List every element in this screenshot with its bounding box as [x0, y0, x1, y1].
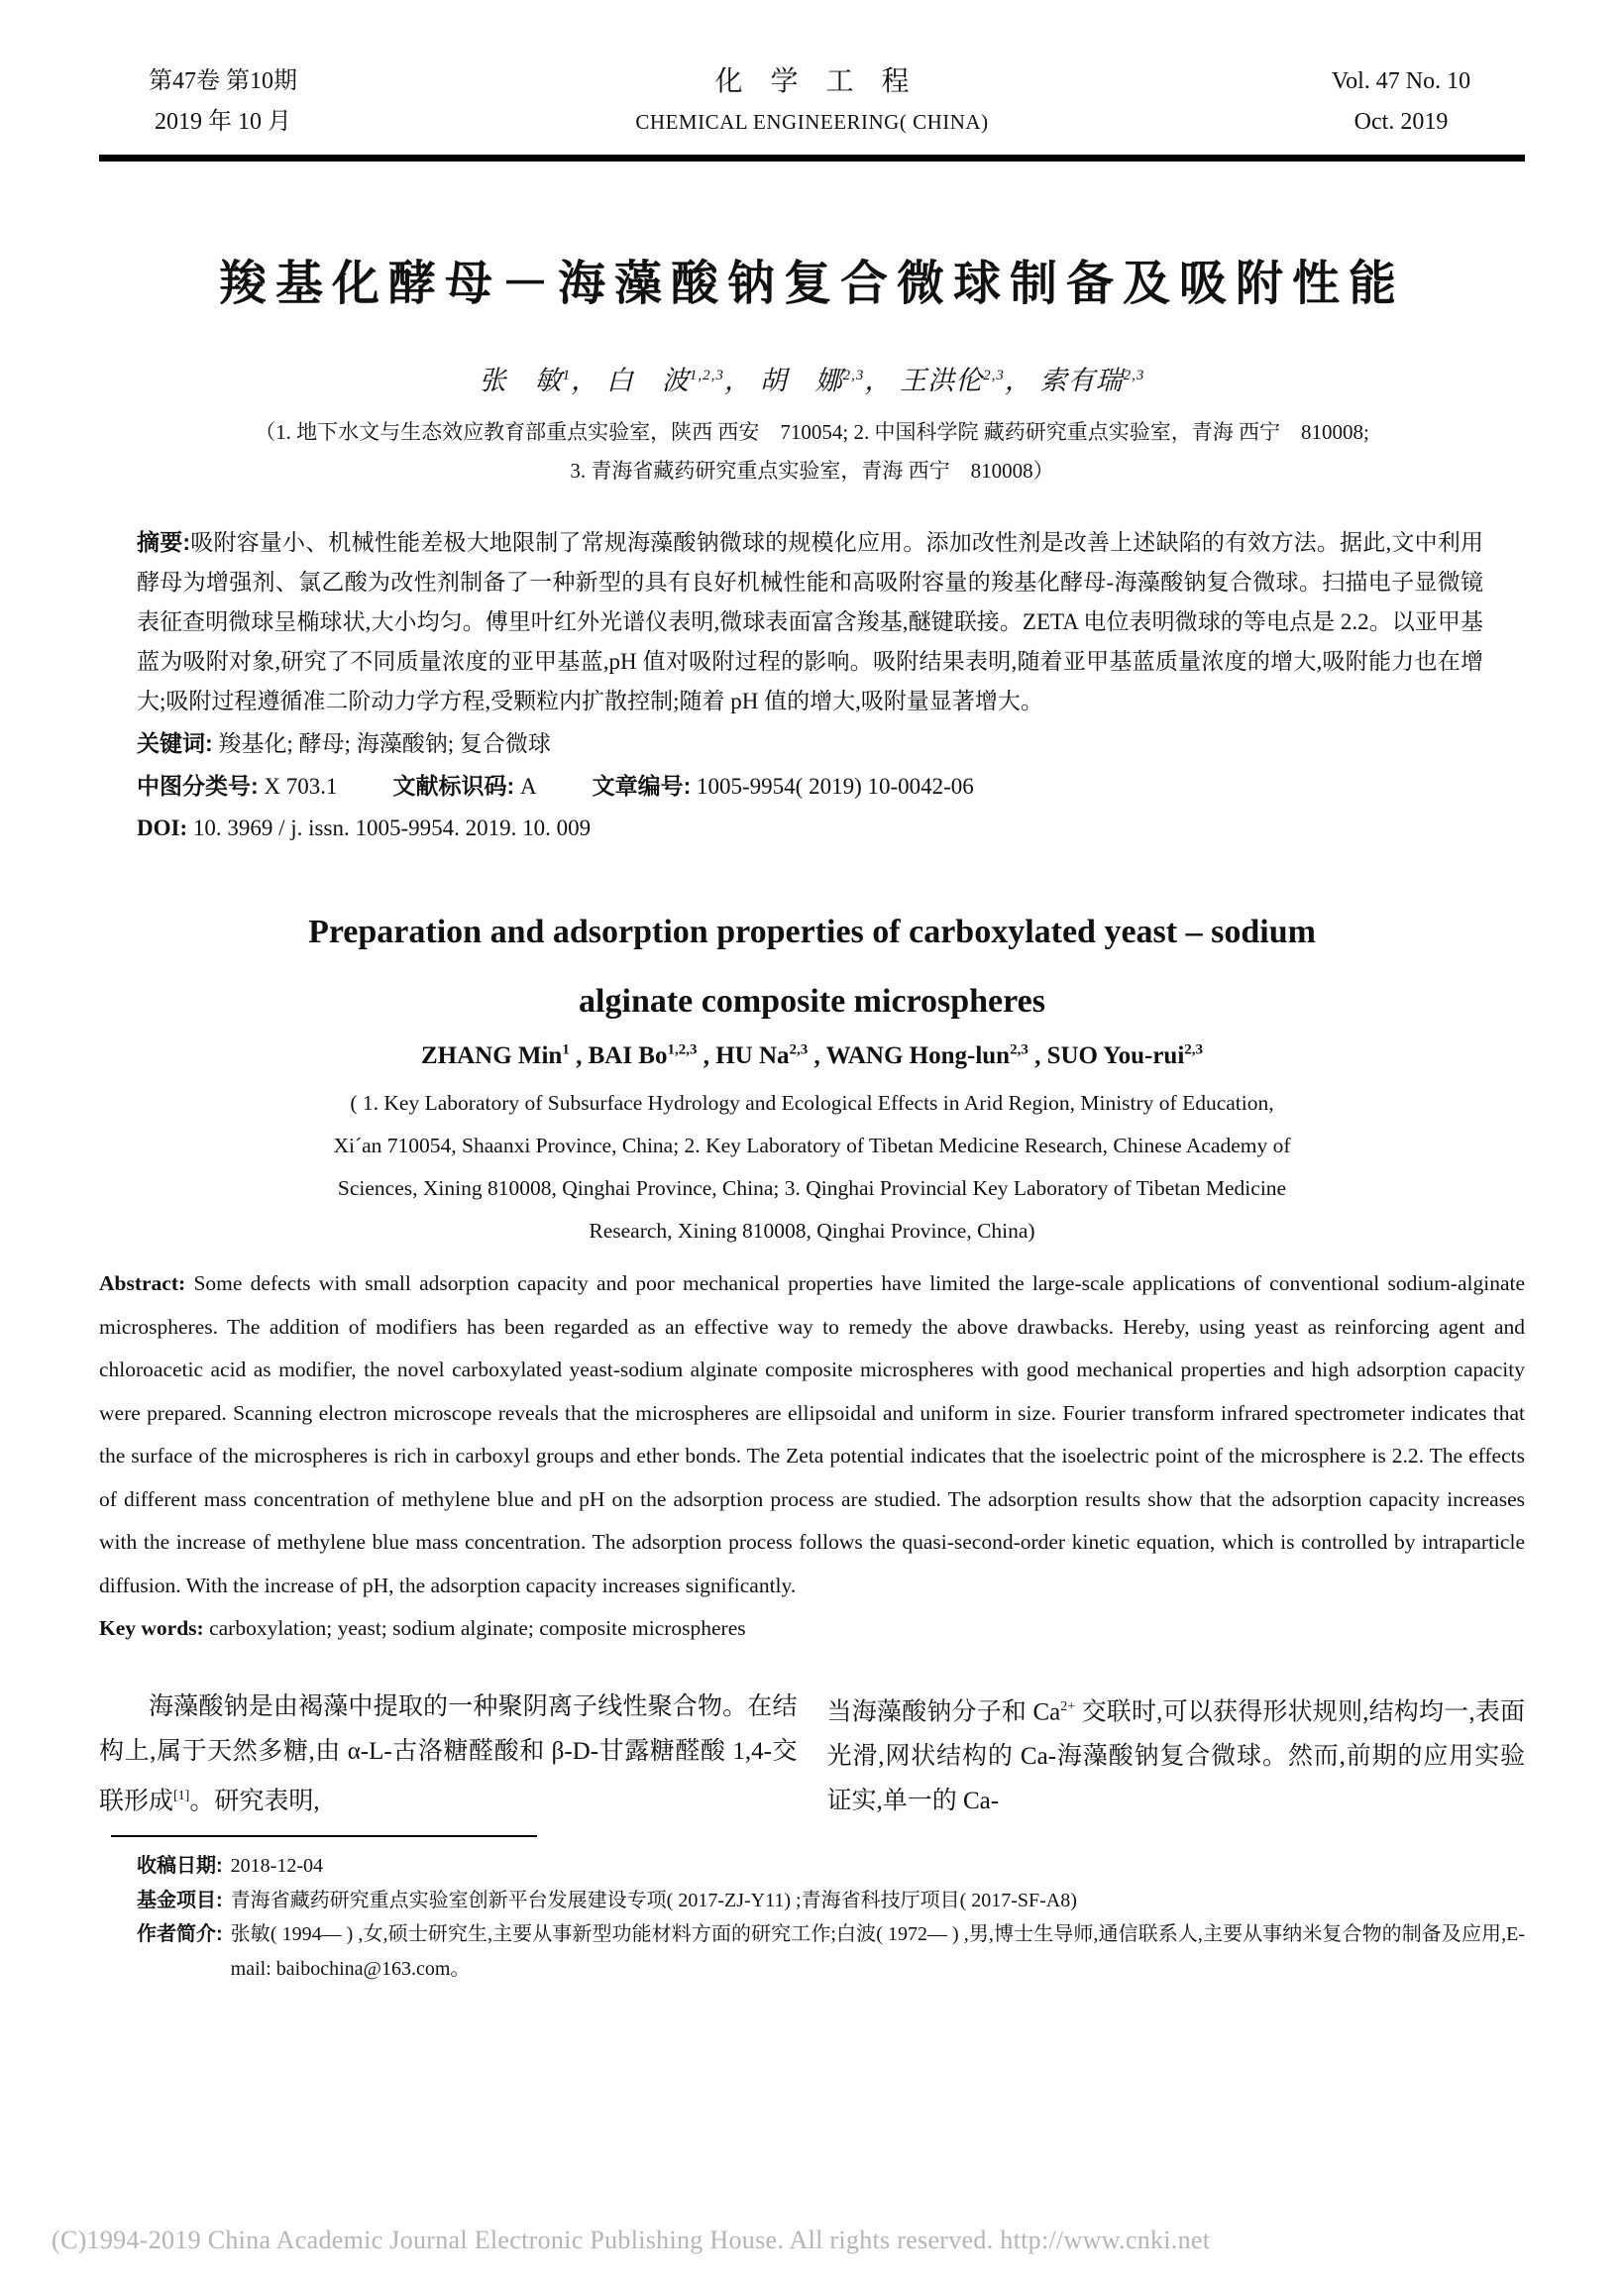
affiliations-en [99, 1082, 1525, 1252]
ion-charge-superscript: 2+ [1060, 1698, 1076, 1714]
affiliation-cn-line: 3. 青海省藏药研究重点实验室，青海 西宁 810008） [570, 459, 1054, 483]
author-affiliation-superscript: 1,2,3 [667, 1042, 698, 1058]
authors-cn [99, 359, 1525, 397]
biography-value: 张敏( 1994— ) ,女,硕士研究生,主要从事新型功能材料方面的研究工作;白波( 1972— ) ,男,博士生导师,通信联系人,主要从事纳米复合物的制备及应用,E-mail: baibochina@163.com。 [230, 1923, 1525, 1980]
masthead-right [1277, 61, 1525, 143]
keywords-cn-text: 羧基化; 酵母; 海藻酸钠; 复合微球 [218, 731, 551, 756]
article-no-label: 文章编号: [592, 773, 692, 799]
footnote-received [137, 1849, 1525, 1884]
author-en: SUO You-rui$^{2,3}$ [1046, 1042, 1204, 1070]
author-affiliation-superscript: 2,3 [983, 368, 1005, 383]
article-title-en-line1: Preparation and adsorption properties of carboxylated yeast – sodium [308, 914, 1316, 950]
reference-superscript: [1] [173, 1788, 190, 1803]
author-separator: ， [571, 366, 599, 395]
footnote-biography [137, 1917, 1525, 1986]
body-column-right [827, 1685, 1526, 1823]
author-separator: , [697, 1042, 716, 1070]
body-columns [99, 1685, 1525, 1823]
abstract-en-label: Abstract: [99, 1271, 186, 1296]
author-en: BAI Bo$^{1,2,3}$ [588, 1042, 698, 1070]
body-paragraph-right: 当海藻酸钠分子和 $Ca^{2+}$ 交联时,可以获得形状规则,结构均一,表面光滑,网状结构的 Ca-海藻酸钠复合微球。然而,前期的应用实验证实,单一的 Ca- [826, 1698, 1525, 1815]
author-affiliation-superscript: 2,3 [1184, 1042, 1204, 1058]
doi-label: DOI: [137, 816, 188, 840]
article-title-en [99, 898, 1525, 1036]
affiliations-cn [99, 413, 1525, 490]
volume-issue-cn: 第47卷 第10期 [149, 68, 297, 94]
cnki-copyright-watermark: (C)1994-2019 China Academic Journal Electronic Publishing House. All rights reserved. http://www.cnki.net [52, 2226, 1211, 2254]
keywords-en [99, 1607, 1525, 1651]
masthead-left [99, 61, 347, 143]
author-affiliation-superscript: 1,2,3 [689, 368, 724, 383]
abstract-en-text: Some defects with small adsorption capacity and poor mechanical properties have limited the large-scale applications of conventional sodium-alginate microspheres. The addition of modifiers has been regarded as an effective way to remedy the above drawbacks. Hereby, using yeast as reinforcing agent and chloroacetic acid as modifier, the novel carboxylated yeast-sodium alginate composite microspheres with good mechanical properties and high adsorption capacity were prepared. Scanning electron microscope reveals that the microspheres are ellipsoidal and uniform in size. Fourier transform infrared spectrometer indicates that the surface of the microspheres is rich in carboxyl groups and ether bonds. The Zeta potential indicates that the isoelectric point of the microsphere is 2.2. The effects of different mass concentration of methylene blue and pH on the adsorption process are studied. The adsorption results show that the adsorption capacity increases with the increase of methylene blue mass concentration. The adsorption process follows the quasi-second-order kinetic equation, which is controlled by intraparticle diffusion. With the increase of pH, the adsorption capacity increases significantly. [99, 1271, 1526, 1597]
clc-value: X 703.1 [264, 774, 338, 799]
doc-code-value: A [519, 774, 537, 799]
doi-line [137, 809, 1483, 848]
keywords-cn [137, 723, 1483, 764]
keywords-cn-label: 关键词: [137, 730, 213, 756]
author-cn: 王洪伦$^{2,3}$ [900, 366, 1005, 395]
journal-masthead [99, 61, 1525, 143]
volume-issue-en: Vol. 47 No. 10 [1331, 68, 1471, 94]
received-date-label: 收稿日期: [137, 1855, 223, 1878]
keywords-en-label: Key words: [99, 1616, 204, 1641]
author-affiliation-superscript: 1 [562, 1042, 570, 1058]
article-title-en-line2: alginate composite microspheres [579, 983, 1045, 1020]
author-separator: , [569, 1042, 589, 1070]
author-affiliation-superscript: 1 [562, 368, 572, 383]
fund-value: 青海省藏药研究重点实验室创新平台发展建设专项( 2017-ZJ-Y11) ;青海省科技厅项目( 2017-SF-A8) [230, 1889, 1077, 1911]
journal-name-cn: 化 学 工 程 [714, 66, 910, 97]
affiliation-en-line: Sciences, Xining 810008, Qinghai Province, China; 3. Qinghai Provincial Key Laboratory of Tibetan Medicine [337, 1176, 1287, 1201]
classification-line [137, 766, 1483, 807]
keywords-en-text: carboxylation; yeast; sodium alginate; composite microspheres [209, 1616, 746, 1641]
biography-label: 作者简介: [137, 1923, 223, 1946]
date-cn: 2019 年 10 月 [155, 109, 291, 135]
affiliation-cn-line: （1. 地下水文与生态效应教育部重点实验室，陕西 西安 710054; 2. 中国科学院 藏药研究重点实验室，青海 西宁 810008; [255, 420, 1369, 444]
author-cn: 白 波$^{1,2,3}$ [605, 366, 724, 395]
author-affiliation-superscript: 2,3 [789, 1042, 809, 1058]
author-cn: 索有瑞$^{2,3}$ [1039, 366, 1145, 395]
author-cn: 胡 娜$^{2,3}$ [759, 366, 865, 395]
doc-code-label: 文献标识码: [392, 773, 515, 799]
author-affiliation-superscript: 2,3 [1010, 1042, 1029, 1058]
masthead-divider [99, 155, 1525, 162]
author-en: WANG Hong-lun$^{2,3}$ [825, 1042, 1029, 1070]
abstract-cn-text: 吸附容量小、机械性能差极大地限制了常规海藻酸钠微球的规模化应用。添加改性剂是改善上述缺陷的有效方法。据此,文中利用酵母为增强剂、氯乙酸为改性剂制备了一种新型的具有良好机械性能和高吸附容量的羧基化酵母-海藻酸钠复合微球。扫描电子显微镜表征查明微球呈椭球状,大小均匀。傅里叶红外光谱仪表明,微球表面富含羧基,醚键联接。ZETA 电位表明微球的等电点是 2.2。以亚甲基蓝为吸附对象,研究了不同质量浓度的亚甲基蓝,pH 值对吸附过程的影响。吸附结果表明,随着亚甲基蓝质量浓度的增大,吸附能力也在增大;吸附过程遵循准二阶动力学方程,受颗粒内扩散控制;随着 pH 值的增大,吸附量显著增大。 [137, 530, 1483, 713]
masthead-center [347, 61, 1277, 143]
fund-label: 基金项目: [137, 1889, 223, 1911]
doi-value: 10. 3969 / j. issn. 1005-9954. 2019. 10. 009 [192, 816, 592, 840]
body-paragraph-left: 海藻酸钠是由褐藻中提取的一种聚阴离子线性聚合物。在结构上,属于天然多糖,由 α-L-古洛糖醛酸和 β-D-甘露糖醛酸 1,4-交联形成[1]。研究表明, [99, 1692, 798, 1815]
affiliation-en-line: Xi´an 710054, Shaanxi Province, China; 2. Key Laboratory of Tibetan Medicine Research, Chinese Academy of [333, 1134, 1291, 1158]
author-separator: , [1028, 1042, 1047, 1070]
abstract-cn [137, 522, 1483, 721]
author-separator: ， [723, 366, 752, 395]
authors-en [99, 1042, 1525, 1070]
received-date-value: 2018-12-04 [230, 1855, 323, 1878]
chinese-meta-block [137, 522, 1483, 848]
body-column-left [99, 1685, 798, 1823]
affiliation-en-line: ( 1. Key Laboratory of Subsurface Hydrology and Ecological Effects in Arid Region, Ministry of Education, [350, 1091, 1274, 1116]
author-separator: ， [1004, 366, 1032, 395]
article-title-cn: 羧基化酵母－海藻酸钠复合微球制备及吸附性能 [218, 258, 1405, 310]
footnote-fund [137, 1884, 1525, 1918]
clc-label: 中图分类号: [137, 773, 259, 799]
affiliation-en-line: Research, Xining 810008, Qinghai Province, China) [589, 1219, 1035, 1244]
author-en: ZHANG Min$^1$ [420, 1042, 570, 1070]
article-no-value: 1005-9954( 2019) 10-0042-06 [697, 774, 974, 799]
author-cn: 张 敏$^1$ [479, 366, 572, 395]
author-separator: ， [864, 366, 893, 395]
abstract-cn-label: 摘要: [137, 529, 191, 555]
author-affiliation-superscript: 2,3 [1123, 368, 1145, 383]
footnote-divider [111, 1835, 537, 1837]
author-en: HU Na$^{2,3}$ [715, 1042, 809, 1070]
author-separator: , [808, 1042, 826, 1070]
footnote-block [99, 1835, 1525, 1986]
author-affiliation-superscript: 2,3 [842, 368, 865, 383]
date-en: Oct. 2019 [1353, 109, 1449, 135]
abstract-en [99, 1262, 1525, 1607]
journal-name-en: CHEMICAL ENGINEERING( CHINA) [635, 110, 989, 134]
